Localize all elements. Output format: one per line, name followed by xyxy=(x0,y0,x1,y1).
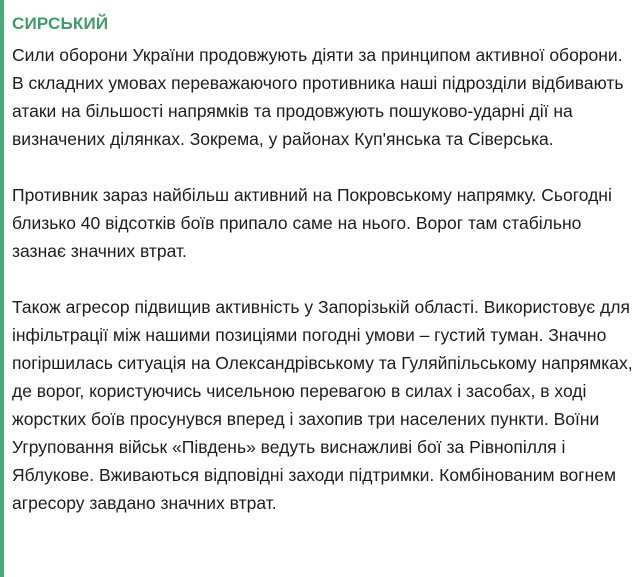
accent-bar xyxy=(0,0,4,577)
post-paragraph-3: Також агресор підвищив активність у Запорізькій області. Використовує для інфільтрації між нашими позиціями погодні умови – густий туман. Значно погіршилась ситуація на Олександрівському та Гуляйпільському напрямках, де ворог, користуючись чисельною перевагою в силах і засобах, в ході жорстких боїв просунувся вперед і захопив три населених пункти. Воїни Угруповання військ «Південь» ведуть виснажливі бої за Рівнопілля і Яблукове. Вживаються відповідні заходи підтримки. Комбінованим вогнем агресору завдано значних втрат. xyxy=(12,297,638,513)
post-paragraph-1: Сили оборони України продовжують діяти за принципом активної оборони. В складних умовах переважаючого противника наші підрозділи відбивають атаки на більшості напрямків та продовжують пошуково-ударні дії на визначених ділянках. Зокрема, у районах Куп'янська та Сіверська. xyxy=(12,45,629,149)
post-paragraph-2: Противник зараз найбільш активний на Покровському напрямку. Сьогодні близько 40 відсотків боїв припало саме на нього. Ворог там стабільно зазнає значних втрат. xyxy=(12,185,617,261)
post-title: СИРСЬКИЙ xyxy=(12,14,109,33)
